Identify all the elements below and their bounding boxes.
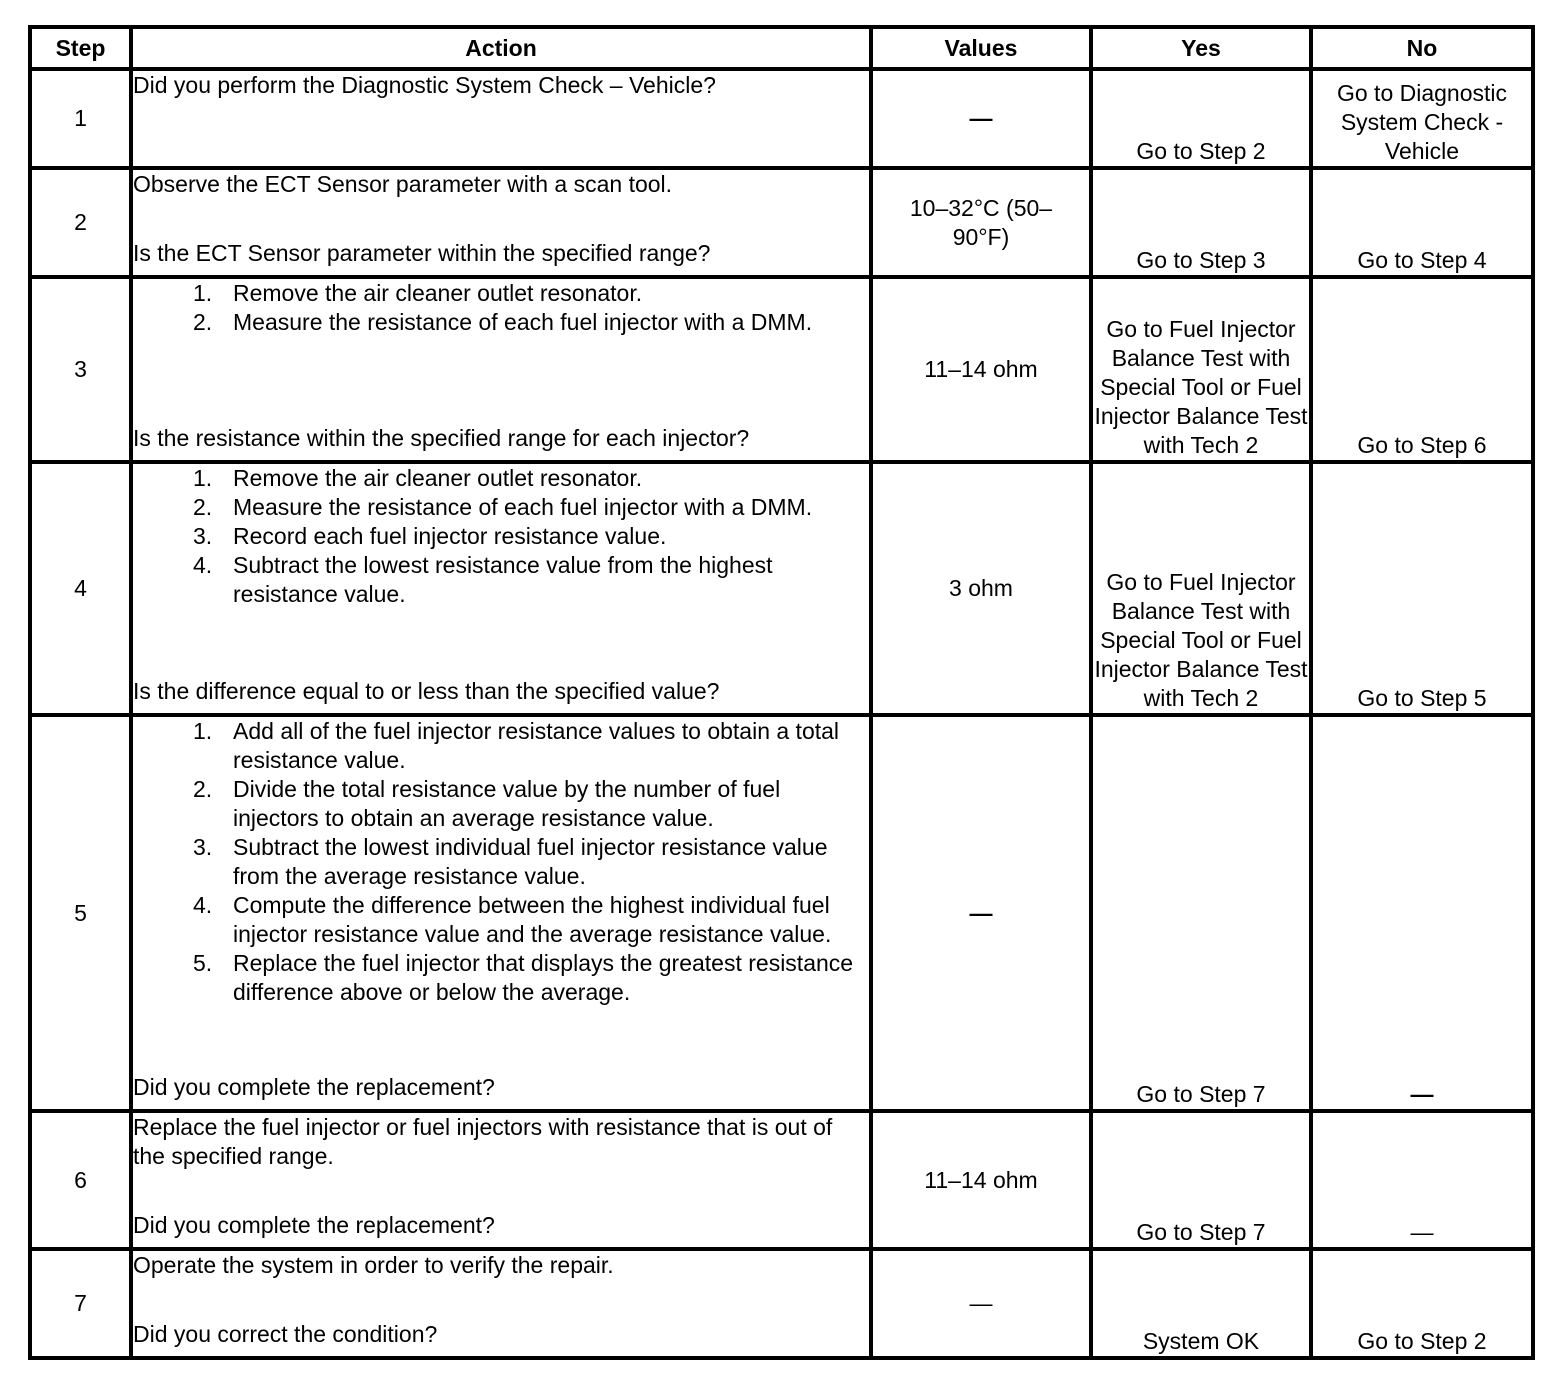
values-cell: 11–14 ohm <box>871 277 1091 462</box>
yes-cell: Go to Step 7 <box>1091 1111 1311 1249</box>
yes-cell: Go to Fuel Injector Balance Test with Special Tool or Fuel Injector Balance Test with Tech 2 <box>1091 462 1311 715</box>
header-action: Action <box>131 27 871 69</box>
header-yes: Yes <box>1091 27 1311 69</box>
list-item: 1. Remove the air cleaner outlet resonator. <box>193 465 643 491</box>
action-cell <box>131 168 871 277</box>
step-number: 1 <box>30 69 131 168</box>
step-number: 7 <box>30 1249 131 1358</box>
list-item: 2. Measure the resistance of each fuel injector with a DMM. <box>193 494 813 520</box>
list-item: 4. Subtract the lowest resistance value from the highest resistance value. <box>193 552 773 607</box>
yes-cell: System OK <box>1091 1249 1311 1358</box>
table-row <box>30 1111 1533 1249</box>
action-cell <box>131 462 871 715</box>
values-cell: — <box>871 69 1091 168</box>
list-item: 5. Replace the fuel injector that displays the greatest resistance difference above or below the average. <box>193 950 854 1005</box>
table-row <box>30 715 1533 1111</box>
step-number: 2 <box>30 168 131 277</box>
header-step: Step <box>30 27 131 69</box>
action-question: Did you complete the replacement? <box>133 1212 495 1238</box>
list-item: 3. Record each fuel injector resistance value. <box>193 523 667 549</box>
table-row <box>30 462 1533 715</box>
values-cell: 3 ohm <box>871 462 1091 715</box>
action-list <box>133 464 869 609</box>
action-intro: Observe the ECT Sensor parameter with a scan tool. <box>133 171 673 197</box>
action-intro: Operate the system in order to verify the repair. <box>133 1252 614 1278</box>
action-list <box>133 279 869 337</box>
action-cell <box>131 277 871 462</box>
step-number: 6 <box>30 1111 131 1249</box>
no-cell: Go to Step 5 <box>1311 462 1533 715</box>
step-number: 5 <box>30 715 131 1111</box>
table-row <box>30 69 1533 168</box>
action-question: Is the resistance within the specified range for each injector? <box>133 425 750 451</box>
values-cell: — <box>871 715 1091 1111</box>
header-no: No <box>1311 27 1533 69</box>
action-intro: Did you perform the Diagnostic System Check – Vehicle? <box>133 72 716 98</box>
yes-cell: Go to Step 2 <box>1091 69 1311 168</box>
list-item: 2. Divide the total resistance value by the number of fuel injectors to obtain an average resistance value. <box>193 776 781 831</box>
no-cell: — <box>1311 1111 1533 1249</box>
yes-cell: Go to Step 3 <box>1091 168 1311 277</box>
values-cell: 10–32°C (50–90°F) <box>871 168 1091 277</box>
header-values: Values <box>871 27 1091 69</box>
action-question: Did you complete the replacement? <box>133 1074 495 1100</box>
diagnostic-table <box>28 25 1535 1360</box>
step-number: 3 <box>30 277 131 462</box>
action-question: Is the difference equal to or less than the specified value? <box>133 678 720 704</box>
yes-cell: Go to Fuel Injector Balance Test with Special Tool or Fuel Injector Balance Test with Tech 2 <box>1091 277 1311 462</box>
no-cell: Go to Step 2 <box>1311 1249 1533 1358</box>
list-item: 2. Measure the resistance of each fuel injector with a DMM. <box>193 309 813 335</box>
no-cell: — <box>1311 715 1533 1111</box>
yes-cell: Go to Step 7 <box>1091 715 1311 1111</box>
list-item: 1. Remove the air cleaner outlet resonator. <box>193 280 643 306</box>
action-question: Did you correct the condition? <box>133 1321 438 1347</box>
header-row <box>30 27 1533 69</box>
action-cell <box>131 69 871 168</box>
no-cell: Go to Diagnostic System Check - Vehicle <box>1311 69 1533 168</box>
table-row <box>30 168 1533 277</box>
table-row <box>30 1249 1533 1358</box>
action-cell <box>131 1111 871 1249</box>
values-cell: 11–14 ohm <box>871 1111 1091 1249</box>
table-row <box>30 277 1533 462</box>
action-list <box>133 717 869 1007</box>
action-intro: Replace the fuel injector or fuel injectors with resistance that is out of the specified range. <box>133 1114 833 1169</box>
values-cell: — <box>871 1249 1091 1358</box>
list-item: 1. Add all of the fuel injector resistance values to obtain a total resistance value. <box>193 718 840 773</box>
action-cell <box>131 1249 871 1358</box>
action-question: Is the ECT Sensor parameter within the specified range? <box>133 240 711 266</box>
no-cell: Go to Step 6 <box>1311 277 1533 462</box>
no-cell: Go to Step 4 <box>1311 168 1533 277</box>
list-item: 3. Subtract the lowest individual fuel injector resistance value from the average resistance value. <box>193 834 828 889</box>
list-item: 4. Compute the difference between the highest individual fuel injector resistance value and the average resistance value. <box>193 892 832 947</box>
action-cell <box>131 715 871 1111</box>
step-number: 4 <box>30 462 131 715</box>
